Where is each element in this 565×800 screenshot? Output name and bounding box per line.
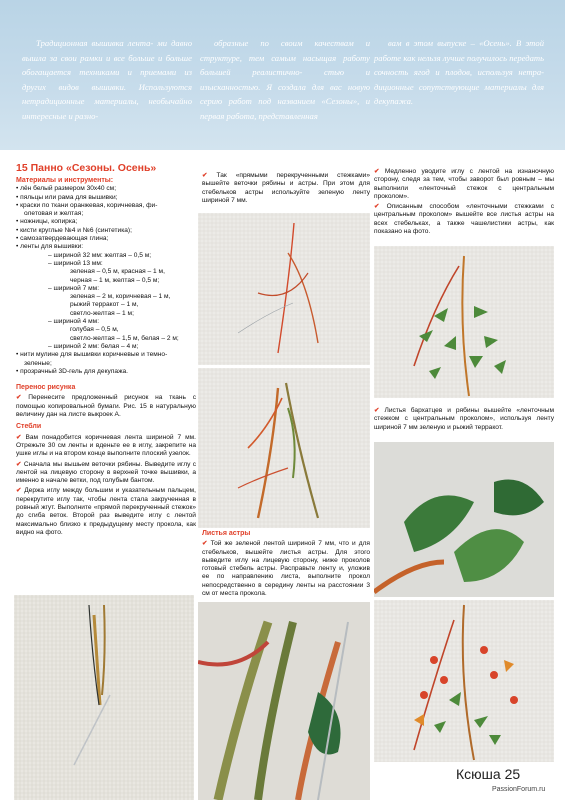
col3-text-3: Листья бархатцев и рябины вышейте «ленточным стежком с центральным проколом», используя ленту шириной 7 мм зеленую и рыжий терракот. <box>374 407 554 431</box>
col2-text-1: Так «прямыми перекрученными стежками» вышейте веточки рябины и астры. При этом для стебельков астры используйте зеленую ленту шириной 7 мм. <box>202 172 370 204</box>
ribbon-item: – шириной 32 мм: желтая – 0,5 м; <box>48 251 152 259</box>
ribbon-item: зеленая – 2 м, коричневая – 1 м, <box>70 293 171 301</box>
stems-text-1: Вам понадобится коричневая лента шириной 7 мм. Отрежьте 30 см ленты и вденьте ее в иглу, закрепите на ушке иглы и на втором конце выполните плоский узелок. <box>16 433 196 458</box>
check-icon: ✔ <box>16 394 22 402</box>
photo-aster-leaves <box>374 246 554 398</box>
stems-paragraph-2 <box>16 461 196 486</box>
intro-header <box>0 0 565 150</box>
photo-stems-sketch <box>198 213 370 365</box>
materials-item: • пяльцы или рама для вышивки; <box>16 193 118 201</box>
check-icon: ✔ <box>202 540 208 548</box>
ribbon-list <box>16 252 196 352</box>
col2-paragraph-2 <box>202 540 370 598</box>
column-3-middle <box>374 405 554 432</box>
check-icon: ✔ <box>374 407 380 414</box>
col3-paragraph-2 <box>374 203 554 236</box>
column-2 <box>202 170 370 205</box>
check-icon: ✔ <box>16 433 22 441</box>
ribbon-item: светло-желтая – 1,5 м, белая – 2 м; <box>70 334 179 342</box>
materials-item: • лён белый размером 30х40 см; <box>16 185 117 193</box>
ribbon-item: – шириной 13 мм: <box>48 259 103 267</box>
transfer-heading: Перенос рисунка <box>16 384 76 392</box>
materials-heading: Материалы и инструменты: <box>16 177 114 184</box>
col3-paragraph-3 <box>374 407 554 432</box>
stems-text-3: Держа иглу между большим и указательным пальцем, перекрутите иглу так, чтобы лента стала закрученная в ровный жгут. Выполните «прямой перекрученный стежок» до сгиба веток. Второй раз выведите иглу с лентой максимально близко к предыдущему месту прокола, как видно на фото. <box>16 487 196 536</box>
intro-text-col2: образные по своим качествам и структуре, тем самым насыщая работу большей реалистично- стью и изысканностью. Я создала для вас новую серию работ под названием «Сезоны», и первая работа, представленная <box>200 38 370 121</box>
ribbon-item: черная – 1 м, желтая – 0,5 м; <box>70 276 160 284</box>
ribbon-item: светло-желтая – 1 м; <box>70 309 134 317</box>
stems-heading: Стебли <box>16 423 42 431</box>
column-1 <box>16 162 196 537</box>
source-watermark: PassionForum.ru <box>492 786 546 793</box>
intro-text-col1: Традиционная вышивка лента- ми давно вышла за свои рамки и все больше и больше обогащается техниками и приемами из других видов вышивки. Используются нетрадиционные материалы, необычайно интересные и разно- <box>22 38 192 121</box>
ribbon-item: рыжий терракот – 1 м, <box>70 301 139 309</box>
check-icon: ✔ <box>16 460 22 468</box>
column-2-lower <box>202 530 370 598</box>
project-title: 15 Панно «Сезоны. Осень» <box>16 162 157 174</box>
materials-item: • нити мулине для вышивки коричневые и темно- <box>16 351 168 359</box>
ribbon-item: – шириной 7 мм: <box>48 284 100 292</box>
materials-item: • кисти круглые №4 и №6 (синтетика); <box>16 226 132 234</box>
leaves-heading: Листья астры <box>202 530 251 537</box>
stems-paragraph-1 <box>16 434 196 459</box>
materials-item: • краски по ткани оранжевая, коричневая, фи- <box>16 201 158 209</box>
check-icon: ✔ <box>202 172 208 179</box>
ribbon-item: зеленая – 0,5 м, красная – 1 м, <box>70 268 165 276</box>
ribbon-item: голубая – 0,5 м, <box>70 326 119 334</box>
stems-paragraph-3 <box>16 487 196 537</box>
transfer-text: Перенесите предложенный рисунок на ткань с помощью копировальной бумаги. Рис. 15 в натуральную величину дан на листе выкроек А. <box>16 394 196 419</box>
col3-paragraph-1 <box>374 168 554 201</box>
materials-item: олетовая и желтая; <box>24 210 84 218</box>
check-icon: ✔ <box>16 487 22 495</box>
photo-finished-branch <box>374 600 554 762</box>
col2-text-2: Той же зеленой лентой шириной 7 мм, что и для стебельков, вышейте листья астры. Для этого выведите иглу на лицевую сторону, ниже проколов готовый стебель астры. Расправьте ленту и, уложив ее по направлению листа, выполните прокол непосредственно в середину ленты на расстоянии 3 см от места прокола. <box>202 540 370 598</box>
materials-item: • прозрачный 3D-гель для декупажа. <box>16 367 128 375</box>
materials-item: • самозатвердевающая глина; <box>16 235 109 243</box>
magazine-page-number: Ксюша 25 <box>456 766 521 782</box>
materials-item: • ножницы, копирка; <box>16 218 78 226</box>
transfer-paragraph <box>16 394 196 419</box>
intro-text-col3: вам в этом выпуске – «Осень». В этой работе как нельзя лучше получилось передать сочность ягод и плодов, используя нетра- диционные сопутствующие материалы для декупажа. <box>374 38 544 106</box>
ribbon-item: – шириной 2 мм: белая – 4 м; <box>48 342 139 350</box>
photo-ribbon-stitch-closeup <box>374 442 554 597</box>
col2-paragraph-1 <box>202 172 370 205</box>
col3-text-1: Медленно уводите иглу с лентой на изнаночную сторону, следя за тем, чтобы заворот был ровным – мы выполнили «ленточный стежок с центральным проколом». <box>374 168 554 200</box>
check-icon: ✔ <box>374 168 380 175</box>
col3-text-2: Описанным способом «ленточными стежками с центральным проколом» вышейте все листья астры на всех стебельках, а также чашелистики астры, как показано на фото. <box>374 203 554 236</box>
materials-item: • ленты для вышивки: <box>16 243 84 251</box>
ribbon-item: – шириной 4 мм: <box>48 318 100 326</box>
photo-needle-twist <box>14 595 194 800</box>
column-3 <box>374 166 554 236</box>
photo-aster-leaf-ribbon <box>198 602 370 800</box>
photo-stems-embroidered <box>198 368 370 528</box>
check-icon: ✔ <box>374 203 380 211</box>
stems-text-2: Сначала мы вышьем веточки рябины. Выведите иглу с лентой на лицевую сторону в верхней точке вышивки, а именно в начале ветки, под голубым бантом. <box>16 460 196 485</box>
materials-item: зеленые; <box>24 359 52 367</box>
